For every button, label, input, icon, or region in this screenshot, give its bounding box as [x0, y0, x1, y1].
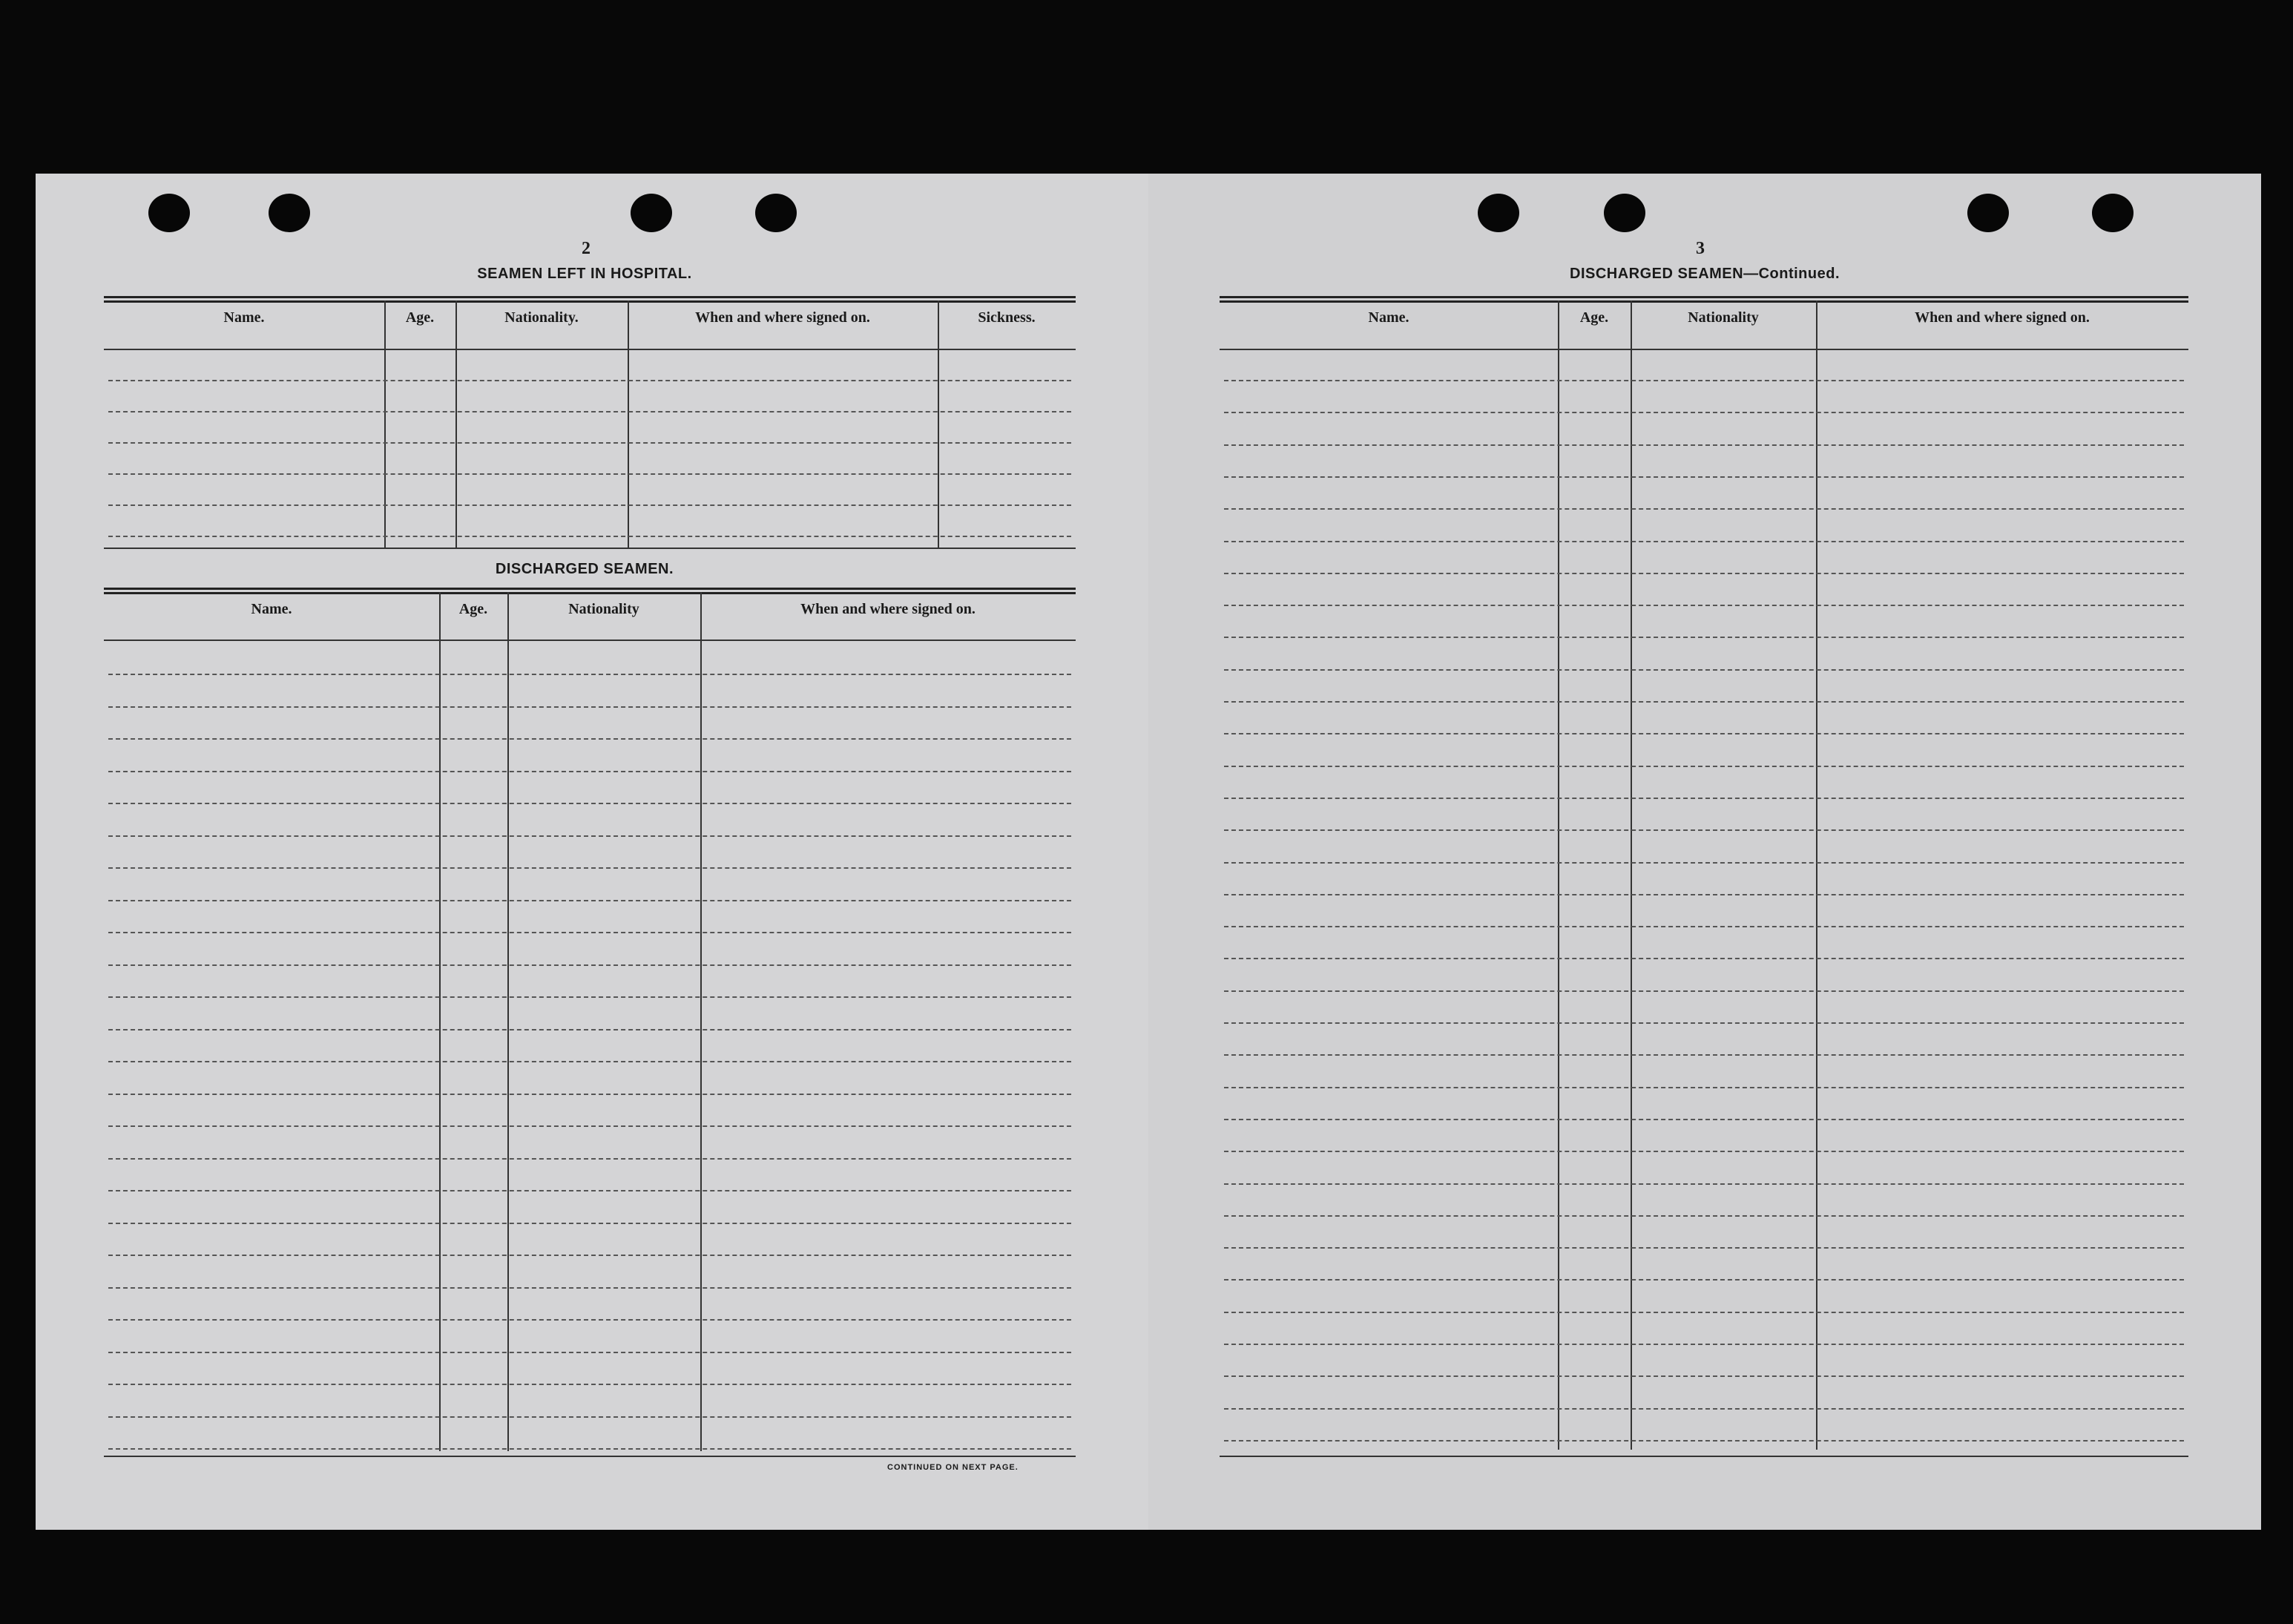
row-dotted-line: [1224, 508, 2184, 510]
row-dotted-line: [1224, 1151, 2184, 1152]
row-dotted-line: [108, 964, 1071, 966]
punch-hole: [1604, 194, 1645, 232]
header-rule: [104, 349, 1076, 350]
hospital-section-title: SEAMEN LEFT IN HOSPITAL.: [477, 266, 692, 282]
row-dotted-line: [1224, 669, 2184, 671]
row-dotted-line: [108, 1319, 1071, 1321]
table-bottom-rule: [104, 548, 1076, 549]
row-dotted-line: [108, 674, 1071, 675]
column-header: Name.: [1368, 309, 1409, 326]
column-divider: [384, 300, 386, 548]
row-dotted-line: [108, 411, 1071, 412]
row-dotted-line: [1224, 1054, 2184, 1056]
column-header: When and where signed on.: [1915, 309, 2090, 326]
row-dotted-line: [108, 1384, 1071, 1385]
row-dotted-line: [108, 803, 1071, 804]
row-dotted-line: [1224, 1375, 2184, 1377]
row-dotted-line: [1224, 958, 2184, 959]
column-divider: [1631, 300, 1632, 1450]
column-divider: [938, 300, 939, 548]
row-dotted-line: [108, 1287, 1071, 1289]
row-dotted-line: [1224, 1119, 2184, 1120]
punch-hole: [755, 194, 797, 232]
row-dotted-line: [1224, 444, 2184, 446]
page-number: 2: [582, 239, 590, 258]
punch-hole: [148, 194, 190, 232]
column-header: When and where signed on.: [800, 601, 976, 617]
punch-hole: [2092, 194, 2134, 232]
row-dotted-line: [108, 504, 1071, 506]
row-dotted-line: [1224, 1247, 2184, 1249]
row-dotted-line: [108, 1416, 1071, 1418]
row-dotted-line: [108, 835, 1071, 837]
row-dotted-line: [108, 1125, 1071, 1127]
header-rule: [104, 640, 1076, 641]
row-dotted-line: [1224, 637, 2184, 638]
row-dotted-line: [108, 1094, 1071, 1095]
column-header: Sickness.: [978, 309, 1036, 326]
column-divider: [628, 300, 629, 548]
row-dotted-line: [108, 1029, 1071, 1030]
row-dotted-line: [108, 1255, 1071, 1256]
table-top-rule: [104, 296, 1076, 303]
column-header: Nationality.: [504, 309, 579, 326]
row-dotted-line: [108, 442, 1071, 444]
row-dotted-line: [1224, 733, 2184, 734]
punch-hole: [1967, 194, 2009, 232]
continued-section-title: DISCHARGED SEAMEN—Continued.: [1570, 266, 1840, 282]
page-number: 3: [1696, 239, 1705, 258]
column-divider: [439, 592, 441, 1451]
row-dotted-line: [108, 738, 1071, 740]
column-divider: [455, 300, 457, 548]
punch-hole: [631, 194, 672, 232]
table-bottom-rule: [104, 1456, 1076, 1457]
row-dotted-line: [108, 706, 1071, 708]
row-dotted-line: [108, 932, 1071, 933]
row-dotted-line: [1224, 1440, 2184, 1441]
row-dotted-line: [108, 1223, 1071, 1224]
right-page: [1148, 174, 2261, 1530]
left-page: [36, 174, 1148, 1530]
table-bottom-rule: [1220, 1456, 2188, 1457]
row-dotted-line: [108, 867, 1071, 869]
row-dotted-line: [1224, 766, 2184, 767]
row-dotted-line: [1224, 862, 2184, 864]
row-dotted-line: [1224, 476, 2184, 478]
continued-note: CONTINUED ON NEXT PAGE.: [887, 1463, 1019, 1472]
row-dotted-line: [108, 996, 1071, 998]
row-dotted-line: [108, 1190, 1071, 1191]
row-dotted-line: [1224, 701, 2184, 703]
row-dotted-line: [1224, 1344, 2184, 1345]
row-dotted-line: [108, 473, 1071, 475]
column-header: Nationality: [1688, 309, 1759, 326]
row-dotted-line: [1224, 1087, 2184, 1088]
row-dotted-line: [1224, 380, 2184, 381]
table-top-rule: [1220, 296, 2188, 303]
row-dotted-line: [1224, 1183, 2184, 1185]
row-dotted-line: [1224, 1312, 2184, 1313]
row-dotted-line: [1224, 1215, 2184, 1217]
row-dotted-line: [108, 1158, 1071, 1160]
row-dotted-line: [1224, 573, 2184, 574]
row-dotted-line: [108, 771, 1071, 772]
column-divider: [1558, 300, 1559, 1450]
header-rule: [1220, 349, 2188, 350]
row-dotted-line: [1224, 541, 2184, 542]
row-dotted-line: [108, 1448, 1071, 1450]
row-dotted-line: [108, 900, 1071, 901]
row-dotted-line: [1224, 926, 2184, 927]
row-dotted-line: [1224, 798, 2184, 799]
column-header: Name.: [223, 309, 265, 326]
punch-hole: [269, 194, 310, 232]
column-header: Age.: [458, 601, 488, 617]
table-top-rule: [104, 588, 1076, 594]
row-dotted-line: [1224, 829, 2184, 831]
row-dotted-line: [1224, 412, 2184, 413]
row-dotted-line: [1224, 894, 2184, 895]
row-dotted-line: [1224, 1022, 2184, 1024]
column-header: When and where signed on.: [695, 309, 870, 326]
column-header: Nationality: [568, 601, 639, 617]
row-dotted-line: [1224, 1408, 2184, 1410]
row-dotted-line: [108, 1061, 1071, 1062]
column-header: Age.: [1579, 309, 1609, 326]
column-header: Name.: [251, 601, 292, 617]
row-dotted-line: [108, 380, 1071, 381]
row-dotted-line: [1224, 990, 2184, 992]
discharged-section-title: DISCHARGED SEAMEN.: [495, 561, 674, 577]
column-divider: [507, 592, 509, 1451]
column-header: Age.: [405, 309, 435, 326]
row-dotted-line: [108, 536, 1071, 537]
punch-hole: [1478, 194, 1519, 232]
row-dotted-line: [108, 1352, 1071, 1353]
column-divider: [1816, 300, 1817, 1450]
column-divider: [700, 592, 702, 1451]
row-dotted-line: [1224, 1279, 2184, 1281]
row-dotted-line: [1224, 605, 2184, 606]
